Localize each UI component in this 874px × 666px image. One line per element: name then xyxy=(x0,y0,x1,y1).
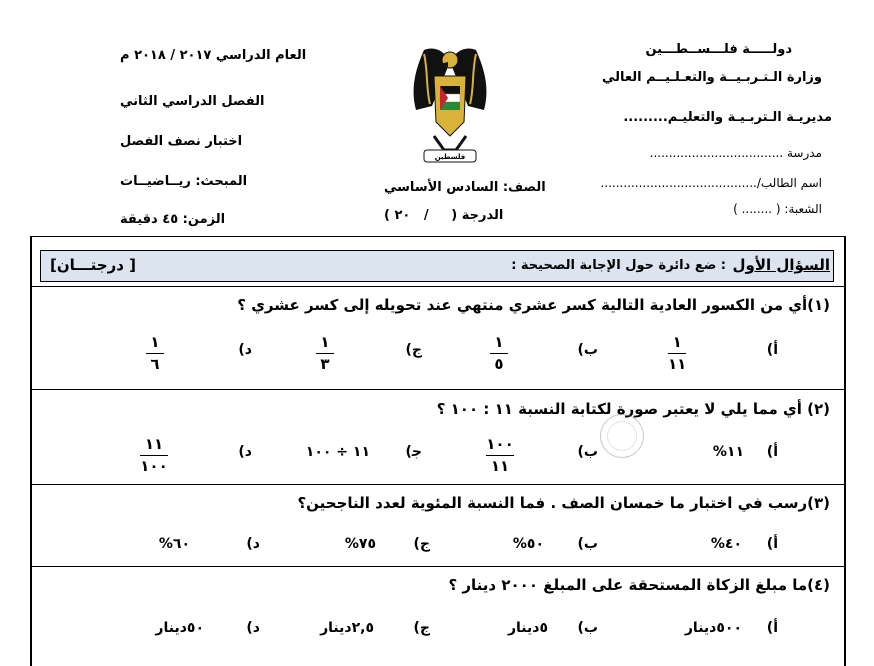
q1-label-d: د) xyxy=(238,342,252,358)
country-name: دولـــــة فلـــســطـــين xyxy=(645,42,792,57)
semester: الفصل الدراسي الثاني xyxy=(120,94,265,109)
q3-label-d: د) xyxy=(246,536,260,552)
academic-year: العام الدراسي ٢٠١٧ / ٢٠١٨ م xyxy=(120,48,307,63)
divider-4 xyxy=(30,566,844,567)
directorate-name: مديريـة الـتربـيـة والتعليـم......... xyxy=(623,110,832,125)
school-field: مدرسة ................................... xyxy=(649,146,822,160)
question-2: (٢) أي مما يلي لا يعتبر صورة لكتابة النسبة ١١ : ١٠٠ ؟ xyxy=(436,400,830,418)
q1-option-b: ١ ٥ xyxy=(490,334,508,373)
q2-label-a: أ) xyxy=(766,444,778,460)
q2-label-d: د) xyxy=(238,444,252,460)
q4-option-c: ٢,٥دينار xyxy=(320,620,374,636)
question-1: (١)أي من الكسور العادية التالية كسر عشري منتهي عند تحويله إلى كسر عشري ؟ xyxy=(237,296,830,314)
section-marks: [ درجتـــان] xyxy=(50,256,137,274)
school-stamp-icon xyxy=(600,414,644,458)
q2-option-a: ١١% xyxy=(712,444,744,460)
q2-option-b: ١٠٠ ١١ xyxy=(486,435,514,475)
q2-label-b: ب) xyxy=(577,444,598,460)
q2-option-c: ١١ ÷ ١٠٠ xyxy=(305,444,370,460)
divider-3 xyxy=(30,484,844,485)
q2-label-c: ﺟ) xyxy=(405,444,422,460)
q4-label-a: أ) xyxy=(766,620,778,636)
palestine-eagle-emblem xyxy=(404,40,496,170)
q2-option-d: ١١ ١٠٠ xyxy=(140,435,168,475)
emblem-caption: فلسطين xyxy=(434,153,466,161)
q4-label-b: ب) xyxy=(577,620,598,636)
section-title: السؤال الأول xyxy=(732,256,830,274)
q4-label-d: د) xyxy=(246,620,260,636)
grade-box: الدرجة ( / ٢٠ ) xyxy=(384,208,504,223)
q1-option-d: ١ ٦ xyxy=(146,334,164,373)
exam-time: الزمن: ٤٥ دقيقة xyxy=(120,212,226,227)
q3-label-b: ب) xyxy=(577,536,598,552)
q4-option-b: ٥دينار xyxy=(507,620,548,636)
q3-option-d: ٦٠% xyxy=(158,536,190,552)
student-name-field: اسم الطالب/......................................... xyxy=(600,176,822,190)
q1-label-b: ب) xyxy=(577,342,598,358)
exam-type: اختبار نصف الفصل xyxy=(120,134,243,149)
question-3: (٣)رسب في اختبار ما خمسان الصف . فما النسبة المئوية لعدد الناجحين؟ xyxy=(297,494,830,512)
subject: المبحث: ريــاضيــات xyxy=(120,174,248,189)
q4-option-d: ٥٠دينار xyxy=(155,620,204,636)
class-label: الصف: السادس الأساسي xyxy=(384,180,546,195)
q1-label-a: أ) xyxy=(766,342,778,358)
q1-label-c: ج) xyxy=(405,342,422,358)
ministry-name: وزارة الـتـربـيــة والتعـلـيــم العالي xyxy=(601,70,822,85)
section-field: الشعبة: ( ........ ) xyxy=(733,202,822,216)
section-instruction: : ضع دائرة حول الإجابة الصحيحة : xyxy=(511,258,726,273)
q4-label-c: ج) xyxy=(413,620,430,636)
question-4: (٤)ما مبلغ الزكاة المستحقة على المبلغ ٢٠٠٠ دينار ؟ xyxy=(448,576,830,594)
q1-option-c: ١ ٣ xyxy=(316,334,334,373)
q3-option-c: ٧٥% xyxy=(344,536,376,552)
q3-label-a: أ) xyxy=(766,536,778,552)
q4-option-a: ٥٠٠دينار xyxy=(684,620,742,636)
q3-option-b: ٥٠% xyxy=(512,536,544,552)
q3-option-a: ٤٠% xyxy=(710,536,742,552)
divider-1 xyxy=(30,286,844,287)
divider-2 xyxy=(30,389,844,390)
q3-label-c: ج) xyxy=(413,536,430,552)
q1-option-a: ١ ١١ xyxy=(668,333,687,373)
